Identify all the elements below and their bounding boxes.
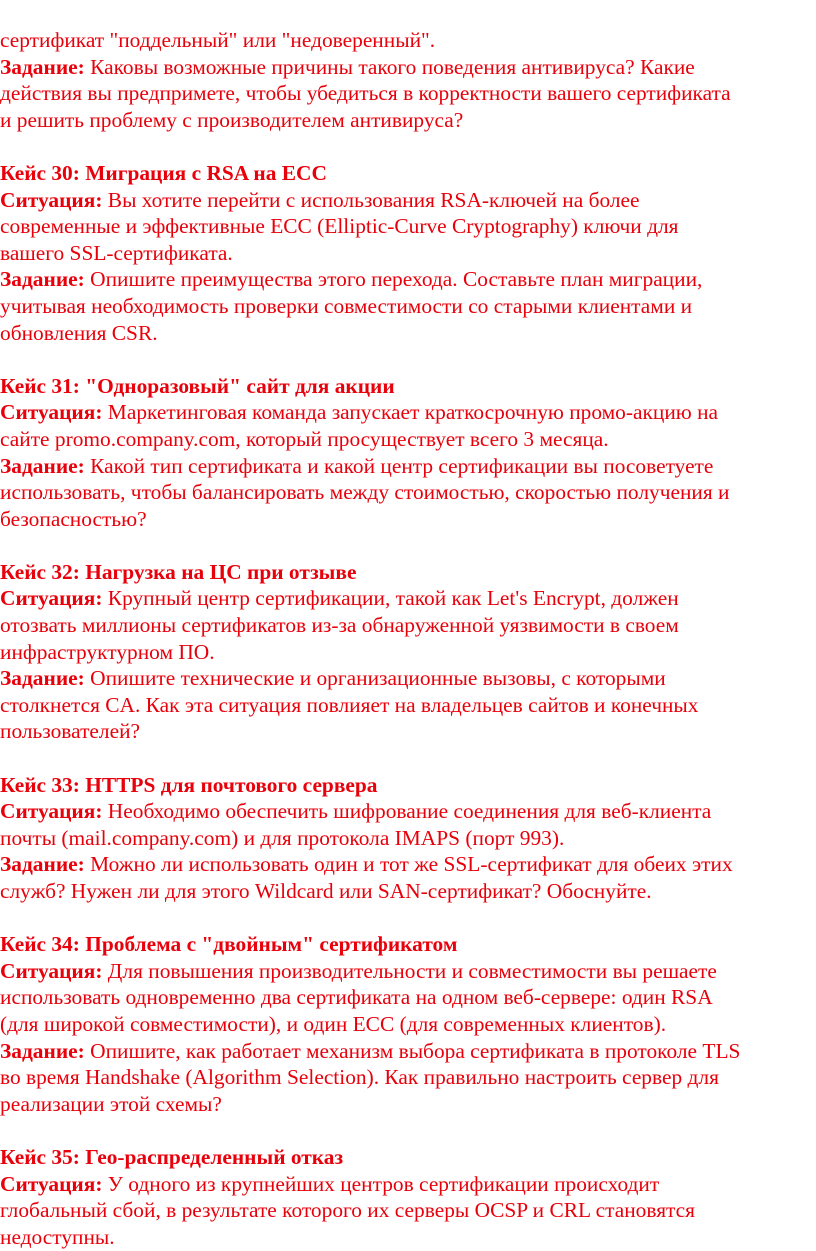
section-gap [0,745,812,772]
case-32-situation-line-3: инфраструктурном ПО. [0,639,215,664]
case-35-situation-line-3: недоступны. [0,1224,115,1249]
case-31-task-line [0,453,812,480]
case-34-situation-line [0,958,812,985]
case-32-task-line [0,665,812,692]
case-30-situation-line-3: вашего SSL-сертификата. [0,240,233,265]
intro-task-line-2: действия вы предпримете, чтобы убедиться в корректности вашего сертификата [0,81,731,106]
situation-text: У одного из крупнейших центров сертификации происходит [102,1171,660,1196]
section-gap [0,532,812,559]
task-text: Какой тип сертификата и какой центр сертификации вы посоветуете [84,453,714,478]
case-30-situation-line [0,187,812,214]
case-31-situation-line [0,399,812,426]
task-label: Задание: [0,267,85,292]
case-34-title: Кейс 34: Проблема с "двойным" сертификатом [0,932,458,957]
case-32-task-line-3: пользователей? [0,719,141,744]
case-31-task-line-3: безопасностью? [0,506,147,531]
case-31-situation-line-2: сайте promo.company.com, который просуществует всего 3 месяца. [0,426,609,451]
case-33-situation-line [0,798,812,825]
task-text: Каковы возможные причины такого поведения антивируса? Какие [84,54,695,79]
situation-text: Маркетинговая команда запускает краткосрочную промо-акцию на [102,400,719,425]
case-33-task-line [0,851,812,878]
situation-text: Вы хотите перейти с использования RSA-ключей на более [102,187,640,212]
case-33-title: Кейс 33: HTTPS для почтового сервера [0,772,378,797]
task-text: Опишите технические и организационные вызовы, с которыми [84,666,666,691]
case-31-title: Кейс 31: "Одноразовый" сайт для акции [0,373,395,398]
case-30-task-line-3: обновления CSR. [0,320,158,345]
case-32-task-line-2: столкнется CA. Как эта ситуация повлияет на владельцев сайтов и конечных [0,692,699,717]
situation-text: Необходимо обеспечить шифрование соединения для веб-клиента [102,799,712,824]
case-35-situation-line-2: глобальный сбой, в результате которого их серверы OCSP и CRL становятся [0,1198,695,1223]
case-35-situation-line [0,1171,812,1198]
intro-tail-text: сертификат "поддельный" или "недоверенный". [0,28,436,52]
section-gap [0,133,812,160]
section-gap [0,905,812,932]
task-label: Задание: [0,54,85,79]
case-30-task-line [0,266,812,293]
case-32-situation-line [0,585,812,612]
situation-label: Ситуация: [0,187,103,212]
task-text: Опишите преимущества этого перехода. Составьте план миграции, [84,267,703,292]
intro-task-line-3: и решить проблему с производителем антивируса? [0,107,464,132]
situation-label: Ситуация: [0,1171,103,1196]
task-label: Задание: [0,1038,85,1063]
situation-label: Ситуация: [0,958,103,983]
task-label: Задание: [0,666,85,691]
case-32-situation-line-2: отозвать миллионы сертификатов из-за обнаруженной уязвимости в своем [0,613,679,638]
task-label: Задание: [0,852,85,877]
intro-task-line [0,54,812,81]
case-30-task-line-2: учитывая необходимость проверки совместимости со старыми клиентами и [0,293,693,318]
case-31-task-line-2: использовать, чтобы балансировать между стоимостью, скоростью получения и [0,480,730,505]
situation-label: Ситуация: [0,586,103,611]
section-gap [0,346,812,373]
case-30-title: Кейс 30: Миграция с RSA на ECC [0,160,327,185]
case-30-situation-line-2: современные и эффективные ECC (Elliptic-Curve Cryptography) ключи для [0,214,679,239]
situation-text: Для повышения производительности и совместимости вы решаете [102,958,717,983]
case-34-task-line [0,1038,812,1065]
section-gap [0,1117,812,1144]
situation-label: Ситуация: [0,799,103,824]
case-34-task-line-3: реализации этой схемы? [0,1091,222,1116]
case-32-title: Кейс 32: Нагрузка на ЦС при отзыве [0,559,357,584]
task-text: Можно ли использовать один и тот же SSL-сертификат для обеих этих [84,852,733,877]
case-33-task-line-2: служб? Нужен ли для этого Wildcard или SAN-сертификат? Обоснуйте. [0,879,652,903]
task-text: Опишите, как работает механизм выбора сертификата в протоколе TLS [84,1038,741,1063]
situation-text: Крупный центр сертификации, такой как Let's Encrypt, должен [102,586,679,611]
case-34-situation-line-3: (для широкой совместимости), и один ECC (для современных клиентов). [0,1011,667,1036]
situation-label: Ситуация: [0,400,103,425]
case-34-situation-line-2: использовать одновременно два сертификата на одном веб-сервере: один RSA [0,985,713,1010]
task-label: Задание: [0,453,85,478]
case-34-task-line-2: во время Handshake (Algorithm Selection). Как правильно настроить сервер для [0,1065,719,1090]
case-35-title: Кейс 35: Гео-распределенный отказ [0,1144,344,1169]
case-33-situation-line-2: почты (mail.company.com) и для протокола IMAPS (порт 993). [0,825,565,850]
